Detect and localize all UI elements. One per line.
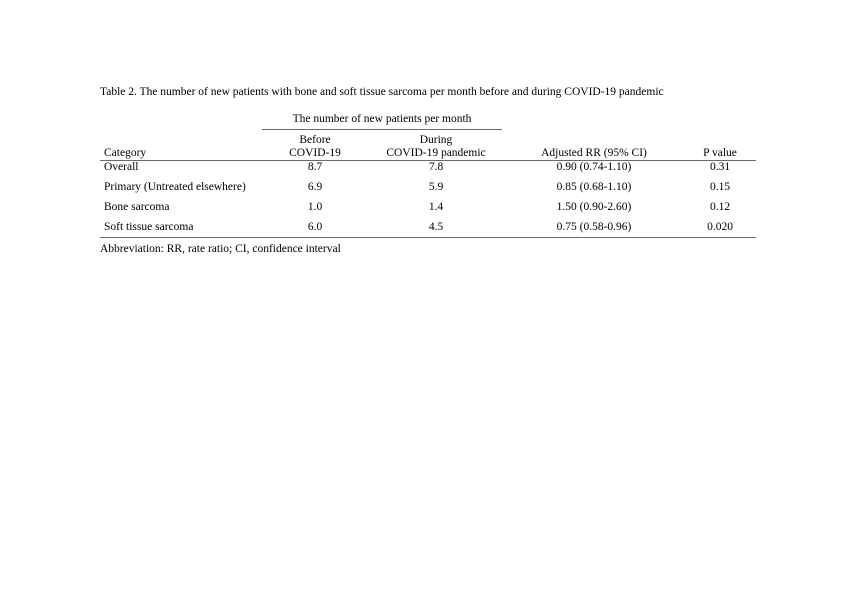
cell-adjusted-rr: 1.50 (0.90-2.60)	[556, 200, 632, 213]
header-p-value: P value	[703, 147, 737, 159]
table-row	[100, 161, 756, 177]
header-during-line1: During	[419, 134, 453, 146]
cell-category: Bone sarcoma	[104, 200, 170, 213]
table-row	[100, 197, 756, 217]
cell-before: 6.0	[307, 220, 323, 233]
header-before-line2: COVID-19	[289, 147, 341, 159]
header-before-line1: Before	[299, 134, 331, 146]
data-table	[100, 132, 756, 238]
cell-before: 6.9	[307, 180, 323, 193]
cell-p-value: 0.12	[709, 200, 731, 213]
table-bottom-rule	[100, 237, 756, 238]
cell-during: 4.5	[428, 220, 444, 233]
cell-category: Primary (Untreated elsewhere)	[104, 180, 246, 193]
cell-category: Overall	[104, 161, 139, 173]
cell-during: 5.9	[428, 180, 444, 193]
cell-p-value: 0.31	[709, 161, 731, 173]
cell-category: Soft tissue sarcoma	[104, 220, 194, 233]
column-group-rule	[262, 129, 502, 130]
cell-before: 8.7	[307, 161, 323, 173]
header-category: Category	[104, 147, 147, 159]
header-during-covid	[368, 134, 504, 160]
cell-adjusted-rr: 0.90 (0.74-1.10)	[556, 161, 632, 173]
table-header-row	[100, 132, 756, 161]
cell-p-value: 0.15	[709, 180, 731, 193]
table-caption: Table 2. The number of new patients with bone and soft tissue sarcoma per month before and during COVID-19 pandemic	[100, 86, 664, 98]
header-during-line2: COVID-19 pandemic	[386, 147, 486, 159]
column-group-header: The number of new patients per month	[292, 113, 472, 125]
cell-during: 1.4	[428, 200, 444, 213]
table-row	[100, 217, 756, 237]
table-footnote: Abbreviation: RR, rate ratio; CI, confidence interval	[100, 243, 341, 255]
cell-adjusted-rr: 0.75 (0.58-0.96)	[556, 220, 632, 233]
cell-p-value: 0.020	[707, 220, 733, 233]
header-before-covid	[262, 134, 368, 160]
table-row	[100, 177, 756, 197]
cell-adjusted-rr: 0.85 (0.68-1.10)	[556, 180, 632, 193]
header-adjusted-rr: Adjusted RR (95% CI)	[541, 147, 647, 159]
cell-before: 1.0	[307, 200, 323, 213]
cell-during: 7.8	[428, 161, 444, 173]
